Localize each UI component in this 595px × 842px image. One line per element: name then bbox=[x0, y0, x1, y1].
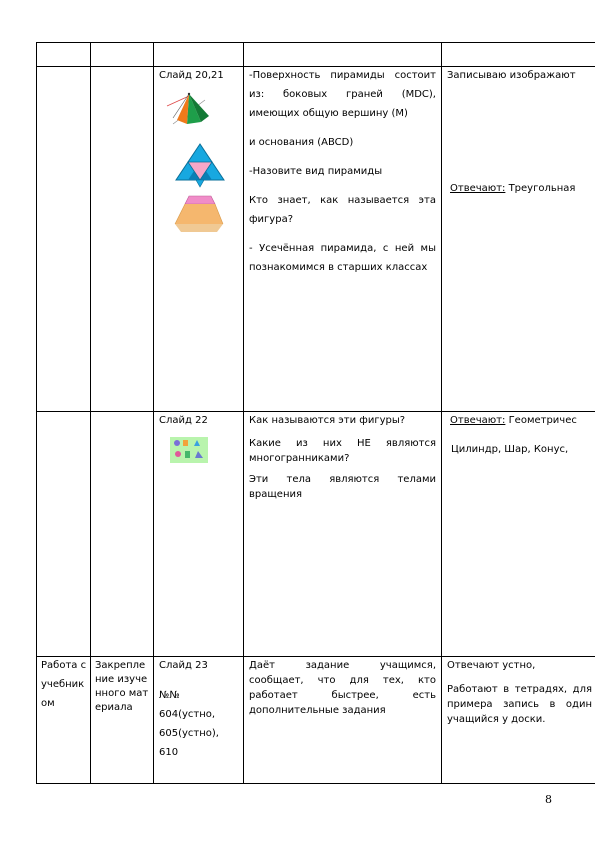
row1-student-line2 bbox=[450, 179, 575, 198]
row3-task-1: №№ bbox=[159, 690, 180, 701]
row3-task-3: 605(устно), bbox=[159, 728, 219, 739]
row1-answer-text: Треугольная bbox=[505, 183, 576, 194]
row3-task-2: 604(устно, bbox=[159, 709, 216, 720]
row1-teacher-text bbox=[249, 66, 436, 277]
col-border-3 bbox=[243, 42, 244, 784]
frustum-thumbnail bbox=[173, 192, 225, 234]
row3-task-4: 610 bbox=[159, 747, 179, 758]
row3-student-line1: Отвечают устно, bbox=[447, 660, 536, 671]
row2-slide-label: Слайд 22 bbox=[159, 415, 208, 426]
row2-answer-text: Геометричес bbox=[505, 415, 577, 426]
col-border-0 bbox=[36, 42, 37, 784]
row1-teacher-p3: -Назовите вид пирамиды bbox=[249, 166, 383, 177]
row2-answer-label: Отвечают: bbox=[450, 415, 506, 426]
row1-answer-label: Отвечают: bbox=[450, 183, 506, 194]
row2-student-line2: Цилиндр, Шар, Конус, bbox=[451, 444, 569, 455]
table-top-border bbox=[36, 42, 595, 43]
row2-teacher-p1: Как называются эти фигуры? bbox=[249, 415, 406, 426]
row1-teacher-p5: - Усечённая пирамида, с ней мы познакомимся в старших классах bbox=[249, 243, 436, 273]
col-border-2 bbox=[153, 42, 154, 784]
row1-teacher-p2: и основания (ABCD) bbox=[249, 137, 354, 148]
row3-slide-label: Слайд 23 bbox=[159, 660, 208, 671]
row1-student-line1: Записываю изображают bbox=[447, 70, 576, 81]
pyramid-thumbnail bbox=[165, 90, 215, 130]
row1-slide-label: Слайд 20,21 bbox=[159, 70, 224, 81]
row2-teacher-p3: Эти тела являются телами вращения bbox=[249, 474, 436, 500]
row3-task-numbers bbox=[159, 686, 219, 762]
row2-teacher-p2: Какие из них НЕ являются многогранниками? bbox=[249, 438, 436, 464]
solids-thumbnail bbox=[170, 437, 208, 463]
row2-teacher-text bbox=[249, 411, 436, 502]
table-bottom-border bbox=[36, 783, 595, 784]
row3-teacher-text: Даёт задание учащимся, сообщает, что для тех, кто работает быстрее, есть дополнительные задания bbox=[249, 660, 436, 716]
row3-stage: Работа с учебником bbox=[41, 660, 87, 709]
row3-goal: Закрепление изученного материала bbox=[95, 660, 149, 713]
col-border-4 bbox=[441, 42, 442, 784]
page-number: 8 bbox=[545, 793, 552, 806]
row3-student-line2: Работают в тетрадях, для примера запись в один учащийся у доски. bbox=[447, 684, 592, 725]
row1-teacher-p4: Кто знает, как называется эта фигура? bbox=[249, 195, 436, 225]
col-border-1 bbox=[90, 42, 91, 784]
triangle-net-thumbnail bbox=[174, 142, 226, 188]
row1-teacher-p1: -Поверхность пирамиды состоит из: боковых граней (MDC), имеющих общую вершину (M) bbox=[249, 70, 436, 119]
row2-student-line1 bbox=[450, 411, 577, 430]
